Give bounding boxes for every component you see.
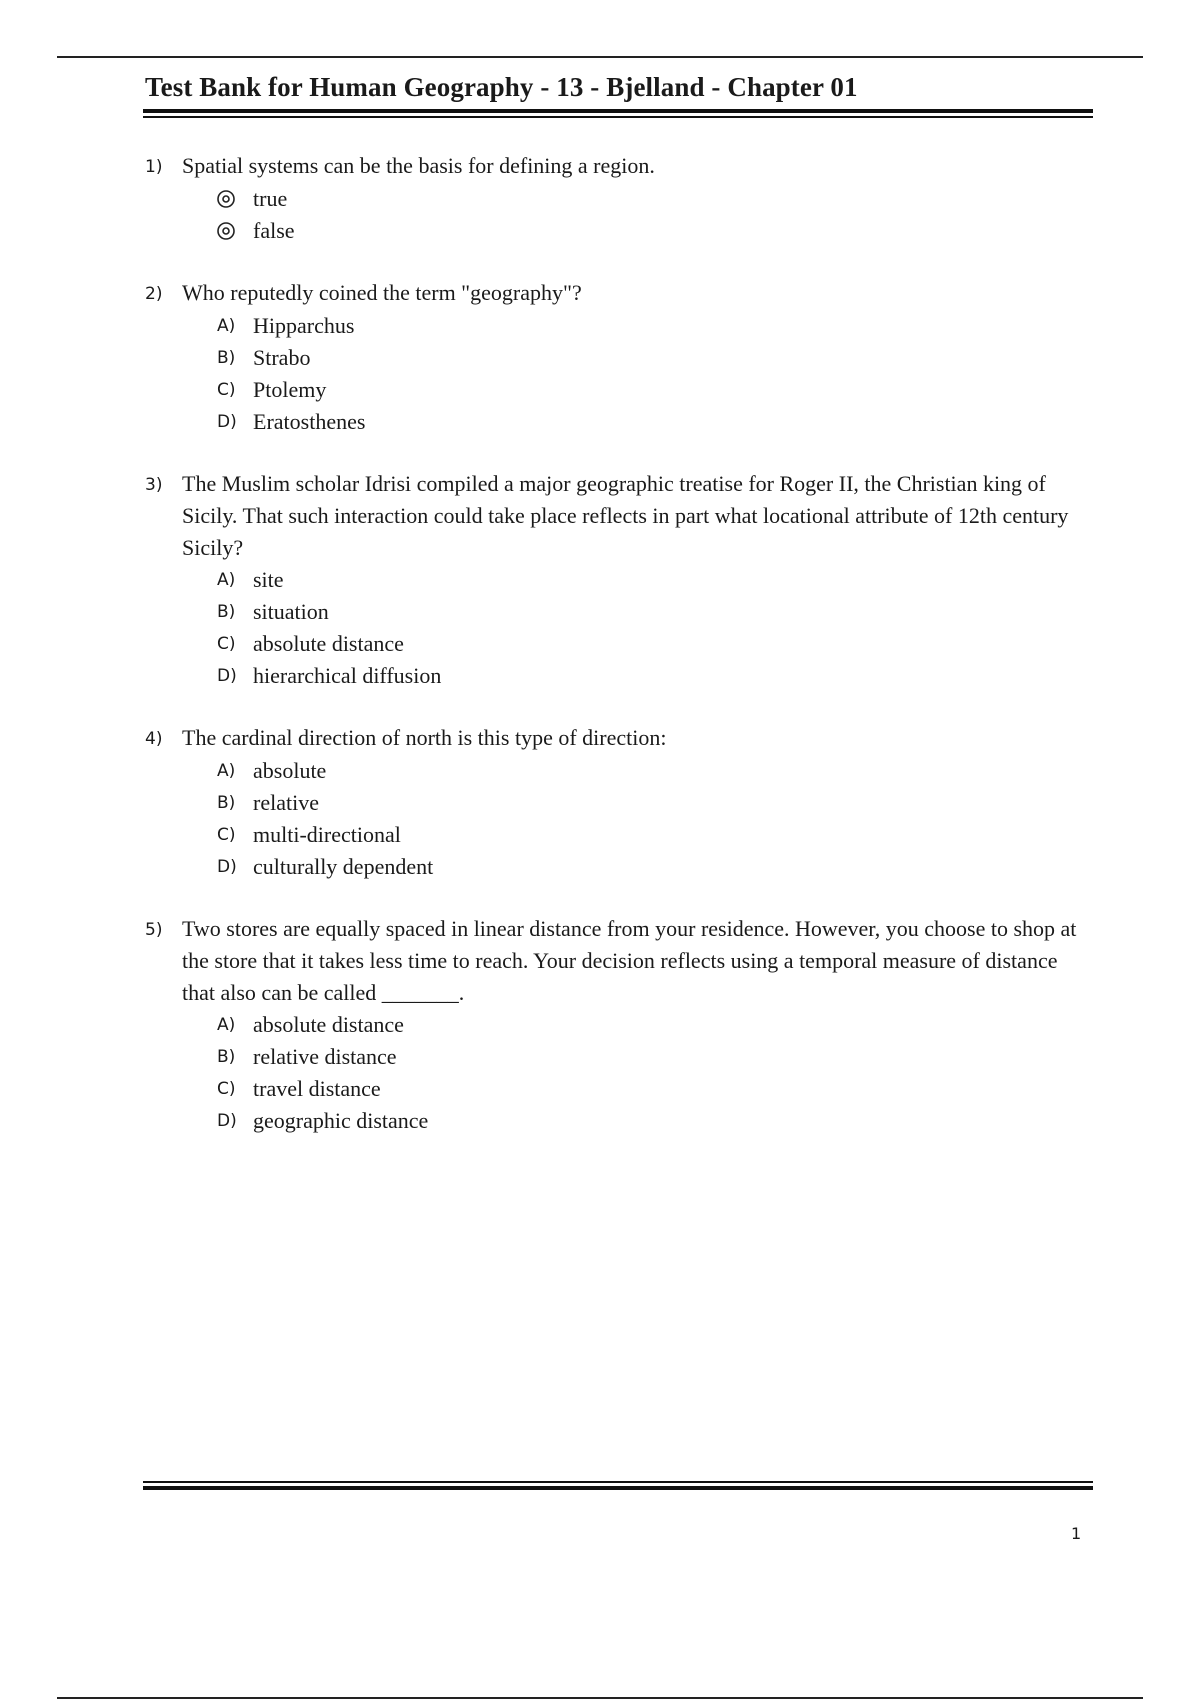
answer-option-a[interactable] [217, 1009, 1085, 1041]
answer-option-b[interactable] [217, 787, 1085, 819]
option-letter: B) [217, 1047, 236, 1067]
page-bottom-border [57, 1697, 1143, 1699]
option-letter: B) [217, 793, 236, 813]
answer-option-a[interactable] [217, 564, 1085, 596]
answer-option-a[interactable] [217, 755, 1085, 787]
option-text: Strabo [253, 345, 311, 370]
option-letter: D) [217, 412, 237, 432]
answer-option-c[interactable] [217, 819, 1085, 851]
option-text: relative [253, 790, 319, 815]
question-number: 4) [145, 729, 163, 749]
option-text: site [253, 567, 284, 592]
option-text: situation [253, 599, 329, 624]
header-double-rule [143, 109, 1093, 121]
question-4 [145, 722, 1085, 883]
option-text: multi-directional [253, 822, 401, 847]
option-text: absolute [253, 758, 327, 783]
answer-option-true[interactable] [217, 183, 1085, 215]
answer-option-d[interactable] [217, 1105, 1085, 1137]
option-letter: D) [217, 857, 237, 877]
question-text: The cardinal direction of north is this type of direction: [182, 725, 667, 750]
question-list [145, 150, 1085, 1167]
answer-option-c[interactable] [217, 628, 1085, 660]
option-text: relative distance [253, 1044, 397, 1069]
option-letter: C) [217, 825, 236, 845]
question-number: 1) [145, 157, 163, 177]
answer-options [217, 183, 1085, 247]
option-letter: B) [217, 348, 236, 368]
document-title: Test Bank for Human Geography - 13 - Bjelland - Chapter 01 [145, 72, 858, 102]
option-text: absolute distance [253, 1012, 404, 1037]
option-letter: A) [217, 570, 236, 590]
option-letter: A) [217, 1015, 236, 1035]
option-text: culturally dependent [253, 854, 434, 879]
option-text: false [253, 218, 295, 243]
question-number: 2) [145, 284, 163, 304]
option-text: hierarchical diffusion [253, 663, 442, 688]
option-letter: D) [217, 666, 237, 686]
answer-options [217, 564, 1085, 692]
radio-circle-icon[interactable] [217, 189, 253, 209]
question-text: Two stores are equally spaced in linear distance from your residence. However, you choose to shop at the store that it takes less time to reach. Your decision reflects using a temporal measure of distance that also can be called _______. [182, 916, 1077, 1005]
question-number: 5) [145, 920, 163, 940]
option-text: absolute distance [253, 631, 404, 656]
option-text: true [253, 186, 288, 211]
option-letter: A) [217, 761, 236, 781]
answer-options [217, 310, 1085, 438]
page-number: 1 [1071, 1524, 1082, 1543]
option-letter: A) [217, 316, 236, 336]
question-3 [145, 468, 1085, 692]
question-number: 3) [145, 475, 163, 495]
question-text: Who reputedly coined the term "geography"? [182, 280, 582, 305]
answer-option-d[interactable] [217, 851, 1085, 883]
answer-option-b[interactable] [217, 1041, 1085, 1073]
question-2 [145, 277, 1085, 438]
option-text: Hipparchus [253, 313, 355, 338]
answer-option-a[interactable] [217, 310, 1085, 342]
option-letter: C) [217, 1079, 236, 1099]
answer-option-d[interactable] [217, 660, 1085, 692]
question-1 [145, 150, 1085, 247]
question-text: The Muslim scholar Idrisi compiled a major geographic treatise for Roger II, the Christian king of Sicily. That such interaction could take place reflects in part what locational attribute of 12th century Sicily? [182, 471, 1069, 560]
option-text: travel distance [253, 1076, 381, 1101]
answer-option-c[interactable] [217, 1073, 1085, 1105]
option-text: Eratosthenes [253, 409, 366, 434]
option-letter: C) [217, 380, 236, 400]
option-text: geographic distance [253, 1108, 429, 1133]
question-text: Spatial systems can be the basis for defining a region. [182, 153, 655, 178]
answer-option-d[interactable] [217, 406, 1085, 438]
answer-option-b[interactable] [217, 596, 1085, 628]
radio-circle-icon[interactable] [217, 221, 253, 241]
question-5 [145, 913, 1085, 1137]
footer-double-rule [143, 1481, 1093, 1493]
page-top-border [57, 56, 1143, 58]
option-letter: C) [217, 634, 236, 654]
answer-option-c[interactable] [217, 374, 1085, 406]
option-text: Ptolemy [253, 377, 327, 402]
option-letter: B) [217, 602, 236, 622]
answer-option-b[interactable] [217, 342, 1085, 374]
option-letter: D) [217, 1111, 237, 1131]
answer-options [217, 755, 1085, 883]
answer-option-false[interactable] [217, 215, 1085, 247]
answer-options [217, 1009, 1085, 1137]
